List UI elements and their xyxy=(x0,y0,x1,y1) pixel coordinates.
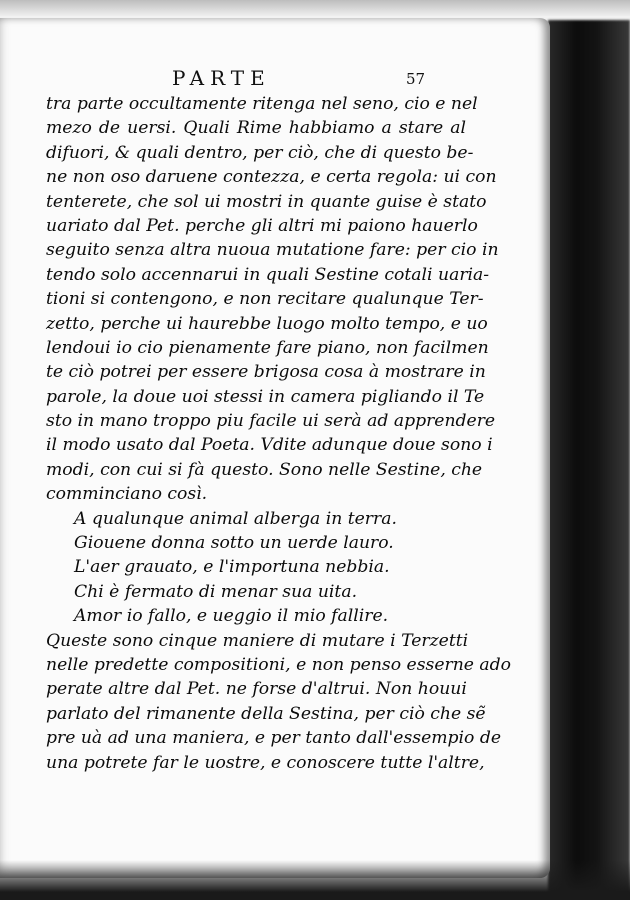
text-line: il modo usato dal Poeta. Vdite adunque doue sono i xyxy=(46,435,493,456)
text-line: te ciò potrei per essere brigosa cosa à mostrare in xyxy=(46,362,486,383)
text-line: tra parte occultamente ritenga nel seno, cio e nel xyxy=(46,94,478,114)
verse-incipit: Giouene donna sotto un uerde lauro. xyxy=(74,533,394,554)
text-line: uariato dal Pet. perche gli altri mi paiono hauerlo xyxy=(46,215,478,236)
text-line: parole, la doue uoi stessi in camera pigliando il Te xyxy=(46,386,485,407)
text-line: ne non oso daruene contezza, e certa regola: ui con xyxy=(46,167,497,188)
text-line: zetto, perche ui haurebbe luogo molto tempo, e uo xyxy=(46,313,488,334)
text-line: una potrete far le uostre, e conoscere tutte l'altre, xyxy=(46,752,485,773)
scanner-bottom-shadow xyxy=(0,860,630,900)
text-line: perate altre dal Pet. ne forse d'altrui. Non houui xyxy=(46,679,467,700)
text-line: tenterete, che sol ui mostri in quante guise è stato xyxy=(46,191,487,212)
scanner-top-shadow xyxy=(0,0,630,16)
body-text xyxy=(46,92,512,775)
text-line: seguito senza altra nuoua mutatione fare: per cio in xyxy=(46,240,499,261)
printed-page xyxy=(0,18,550,878)
verse-incipit: Chi è fermato di menar sua uita. xyxy=(74,581,358,602)
text-line: tioni si contengono, e non recitare qualunque Ter- xyxy=(46,289,484,310)
book-edge-shadow xyxy=(548,20,630,900)
text-line: tendo solo accennarui in quali Sestine cotali uaria- xyxy=(46,264,490,285)
text-line: mezo de uersi. Quali Rime habbiamo a stare al xyxy=(46,118,466,139)
verse-incipit: L'aer grauato, e l'importuna nebbia. xyxy=(74,557,390,578)
text-line: parlato del rimanente della Sestina, per ciò che sẽ xyxy=(46,703,486,724)
text-line: sto in mano troppo piu facile ui serà ad apprendere xyxy=(46,411,496,432)
text-line: nelle predette compositioni, e non penso esserne ado xyxy=(46,654,512,675)
text-line: modi, con cui si fà questo. Sono nelle Sestine, che xyxy=(46,459,483,480)
text-line: pre uà ad una maniera, e per tanto dall'essempio de xyxy=(46,728,502,749)
verse-incipit: Amor io fallo, e ueggio il mio fallire. xyxy=(74,606,389,627)
verse-incipit: A qualunque animal alberga in terra. xyxy=(74,508,397,529)
page-number: 57 xyxy=(406,70,426,88)
text-line: comminciano così. xyxy=(46,484,208,505)
running-head: PARTE xyxy=(172,66,271,90)
text-line: Queste sono cinque maniere di mutare i Terzetti xyxy=(46,630,469,651)
text-line: difuori, & quali dentro, per ciò, che di questo be- xyxy=(46,142,474,163)
text-line: lendoui io cio pienamente fare piano, non facilmen xyxy=(46,337,489,358)
